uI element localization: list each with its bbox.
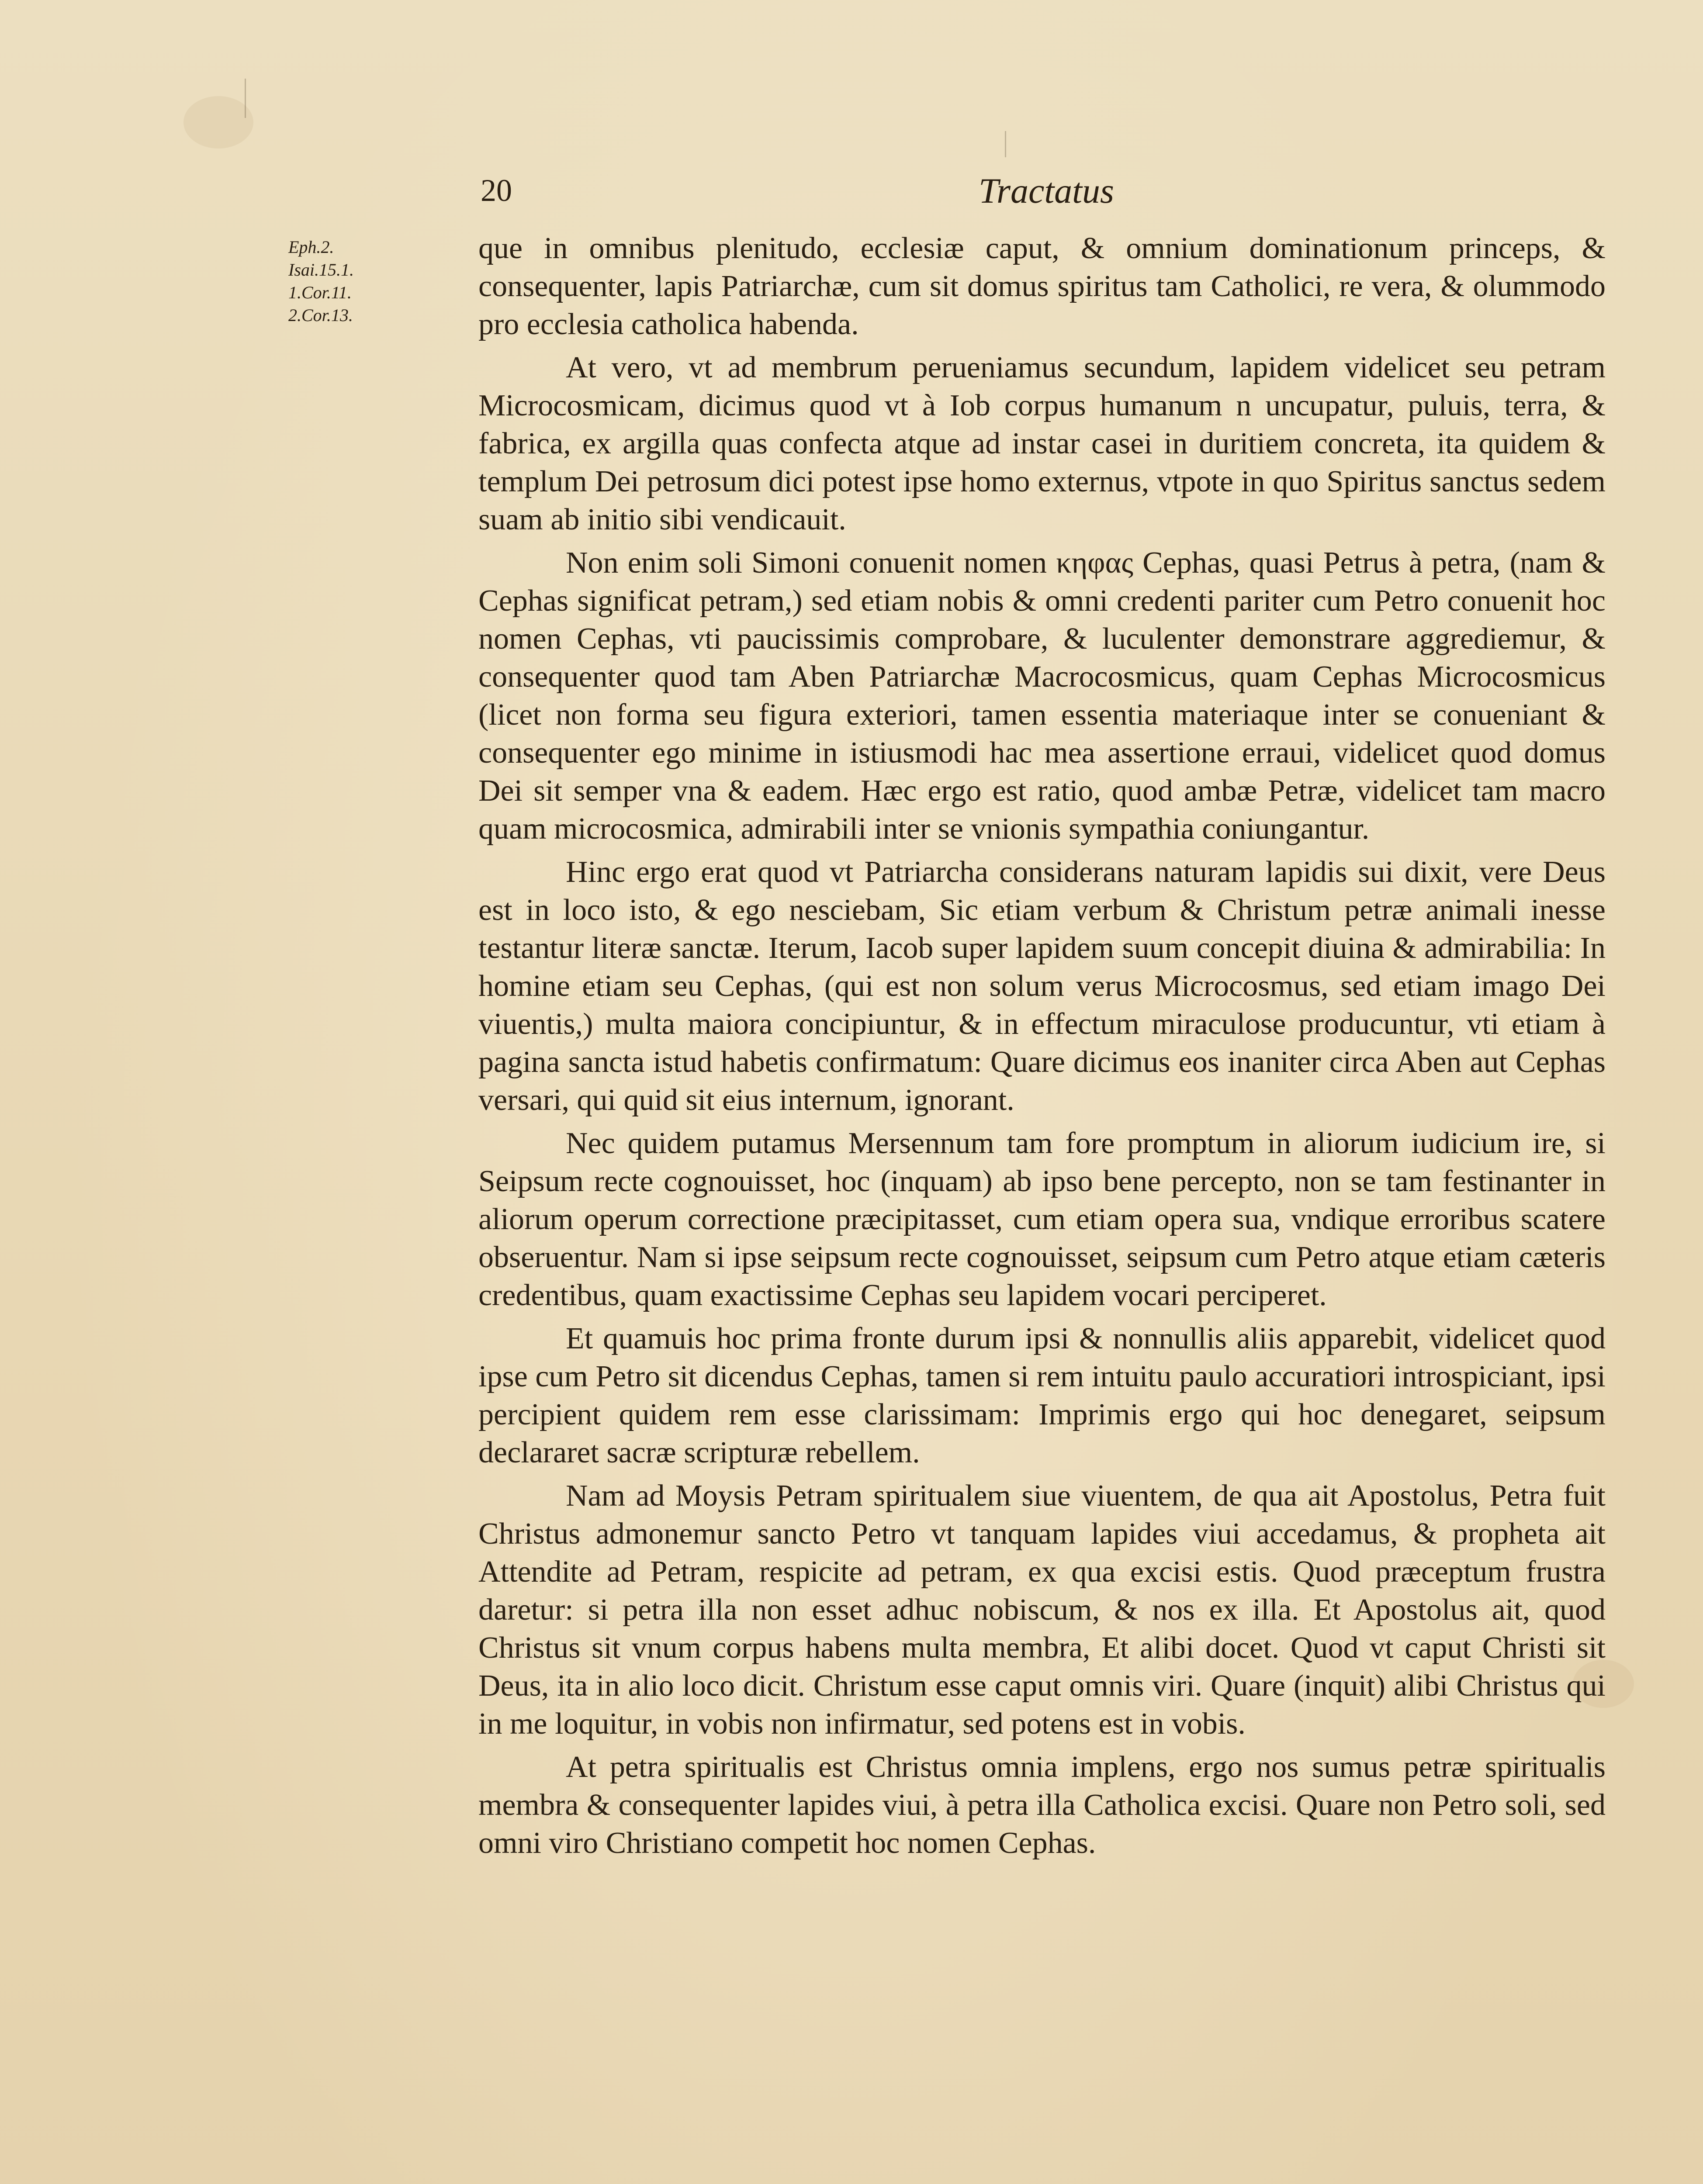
paper-scratch bbox=[245, 79, 246, 118]
margin-note: 2.Cor.13. bbox=[288, 305, 353, 325]
main-text bbox=[478, 229, 1606, 1867]
paragraph: At petra spiritualis est Christus omnia implens, ergo nos sumus petræ spiritualis membra & consequenter lapides viui, à petra illa Catholica excisi. Quare non Petro soli, sed omni viro Christiano competit hoc nomen Cephas. bbox=[478, 1750, 1606, 1860]
paragraph: Et quamuis hoc prima fronte durum ipsi & nonnullis aliis apparebit, videlicet quod ipse cum Petro sit dicendus Cephas, tamen si rem intuitu paulo accuratiori introspiciant, ipsi percipient quidem rem esse clarissimam: Imprimis ergo qui hoc denegaret, seipsum declararet sacræ scripturæ rebellem. bbox=[478, 1322, 1606, 1469]
paragraph: Nec quidem putamus Mersennum tam fore promptum in aliorum iudicium ire, si Seipsum recte cognouisset, hoc (inquam) ab ipso bene percepto, non se tam festinanter in aliorum operum correctione præcipitasset, cum etiam opera sua, vndique erroribus scatere obseruentur. Nam si ipse seipsum recte cognouisset, seipsum cum Petro atque etiam cæteris credentibus, quam exactissime Cephas seu lapidem vocari perciperet. bbox=[478, 1127, 1606, 1312]
margin-note: Eph.2. bbox=[288, 237, 334, 257]
paper-stain bbox=[183, 96, 253, 149]
margin-note: Isai.15.1. bbox=[288, 260, 354, 280]
paper-scratch bbox=[1005, 131, 1006, 157]
margin-notes bbox=[288, 236, 419, 327]
running-head: Tractatus bbox=[979, 171, 1114, 211]
page-number: 20 bbox=[481, 173, 512, 208]
paragraph: At vero, vt ad membrum perueniamus secundum, lapidem videlicet seu petram Microcosmicam, dicimus quod vt à Iob corpus humanum n uncupatur, puluis, terra, & fabrica, ex argilla quas confecta atque ad instar casei in duritiem concreta, ita quidem & templum Dei petrosum dici potest ipse homo externus, vtpote in quo Spiritus sanctus sedem suam ab initio sibi vendicauit. bbox=[478, 351, 1606, 536]
paragraph: Nam ad Moysis Petram spiritualem siue viuentem, de qua ait Apostolus, Petra fuit Christus admonemur sancto Petro vt tanquam lapides viui accedamus, & propheta ait Attendite ad Petram, respicite ad petram, ex qua excisi estis. Quod præceptum frustra daretur: si petra illa non esset adhuc nobiscum, & nos ex illa. Et Apostolus ait, quod Christus sit vnum corpus habens multa membra, Et alibi docet. Quod vt caput Christi sit Deus, ita in alio loco dicit. Christum esse caput omnis viri. Quare (inquit) alibi Christus qui in me loquitur, in vobis non infirmatur, sed potens est in vobis. bbox=[478, 1479, 1606, 1741]
paragraph: Non enim soli Simoni conuenit nomen κηφας Cephas, quasi Petrus à petra, (nam & Cephas significat petram,) sed etiam nobis & omni credenti pariter cum Petro conuenit hoc nomen Cephas, vti paucissimis comprobare, & luculenter demonstrare aggrediemur, & consequenter quod tam Aben Patriarchæ Macrocosmicus, quam Cephas Microcosmicus (licet non forma seu figura exteriori, tamen essentia materiaque inter se conueniant & consequenter ego minime in istiusmodi hac mea assertione erraui, videlicet quod domus Dei sit semper vna & eadem. Hæc ergo est ratio, quod ambæ Petræ, videlicet tam macro quam microcosmica, admirabili inter se vnionis sympathia coniungantur. bbox=[478, 546, 1606, 846]
paragraph: Hinc ergo erat quod vt Patriarcha considerans naturam lapidis sui dixit, vere Deus est in loco isto, & ego nesciebam, Sic etiam verbum & Christum petræ animali inesse testantur literæ sanctæ. Iterum, Iacob super lapidem suum concepit diuina & admirabilia: In homine etiam seu Cephas, (qui est non solum verus Microcosmus, sed etiam imago Dei viuentis,) multa maiora concipiuntur, & in effectum miraculose producuntur, vti etiam à pagina sancta istud habetis confirmatum: Quare dicimus eos inaniter circa Aben aut Cephas versari, qui quid sit eius internum, ignorant. bbox=[478, 855, 1606, 1117]
margin-note: 1.Cor.11. bbox=[288, 283, 352, 302]
paragraph: que in omnibus plenitudo, ecclesiæ caput, & omnium dominationum princeps, & consequenter, lapis Patriarchæ, cum sit domus spiritus tam Catholici, re vera, & olummodo pro ecclesia catholica habenda. bbox=[478, 232, 1606, 341]
